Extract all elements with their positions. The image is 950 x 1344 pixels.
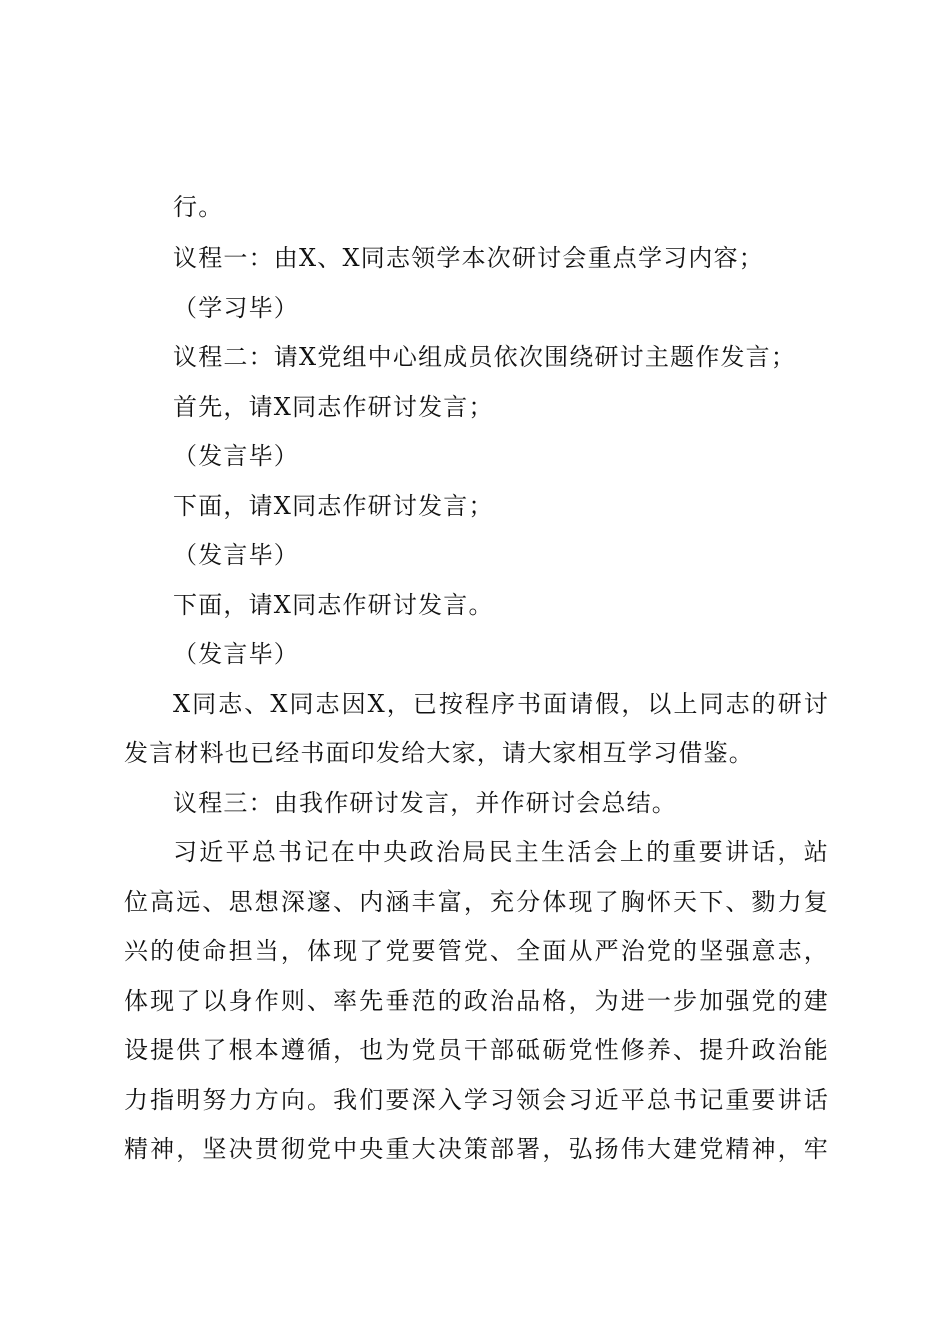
speech-complete-note: （发言毕） [173, 442, 299, 470]
summary-paragraph-line: 体现了以身作则、率先垂范的政治品格，为进一步加强党的建 [124, 986, 829, 1015]
agenda-item-two: 议程二：请X党组中心组成员依次围绕研讨主题作发言； [173, 343, 797, 371]
agenda-item-three: 议程三：由我作研讨发言，并作研讨会总结。 [173, 788, 677, 817]
leave-notice-line: X同志、X同志因X，已按程序书面请假，以上同志的研讨 [173, 689, 829, 718]
summary-paragraph-line: 设提供了根本遵循，也为党员干部砥砺党性修养、提升政治能 [124, 1036, 829, 1064]
study-complete-note: （学习毕） [173, 293, 299, 322]
next-speaker-line: 下面，请X同志作研讨发言。 [173, 590, 494, 619]
summary-paragraph-line: 位高远、思想深邃、内涵丰富，充分体现了胸怀天下、勠力复 [124, 887, 829, 916]
speech-complete-note: （发言毕） [173, 640, 299, 668]
document-body [124, 180, 829, 1175]
text-line: 行。 [173, 193, 224, 221]
summary-paragraph-line: 兴的使命担当，体现了党要管党、全面从严治党的坚强意志， [124, 937, 829, 965]
first-speaker-line: 首先，请X同志作研讨发言； [173, 392, 494, 421]
agenda-item-one: 议程一：由X、X同志领学本次研讨会重点学习内容； [173, 244, 764, 272]
speech-complete-note: （发言毕） [173, 541, 299, 569]
leave-notice-line: 发言材料也已经书面印发给大家，请大家相互学习借鉴。 [124, 739, 754, 767]
summary-paragraph-line: 精神，坚决贯彻党中央重大决策部署，弘扬伟大建党精神，牢 [124, 1135, 829, 1163]
summary-paragraph-line: 习近平总书记在中央政治局民主生活会上的重要讲话，站 [173, 838, 829, 866]
next-speaker-line: 下面，请X同志作研讨发言； [173, 491, 494, 520]
summary-paragraph-line: 力指明努力方向。我们要深入学习领会习近平总书记重要讲话 [124, 1085, 829, 1114]
